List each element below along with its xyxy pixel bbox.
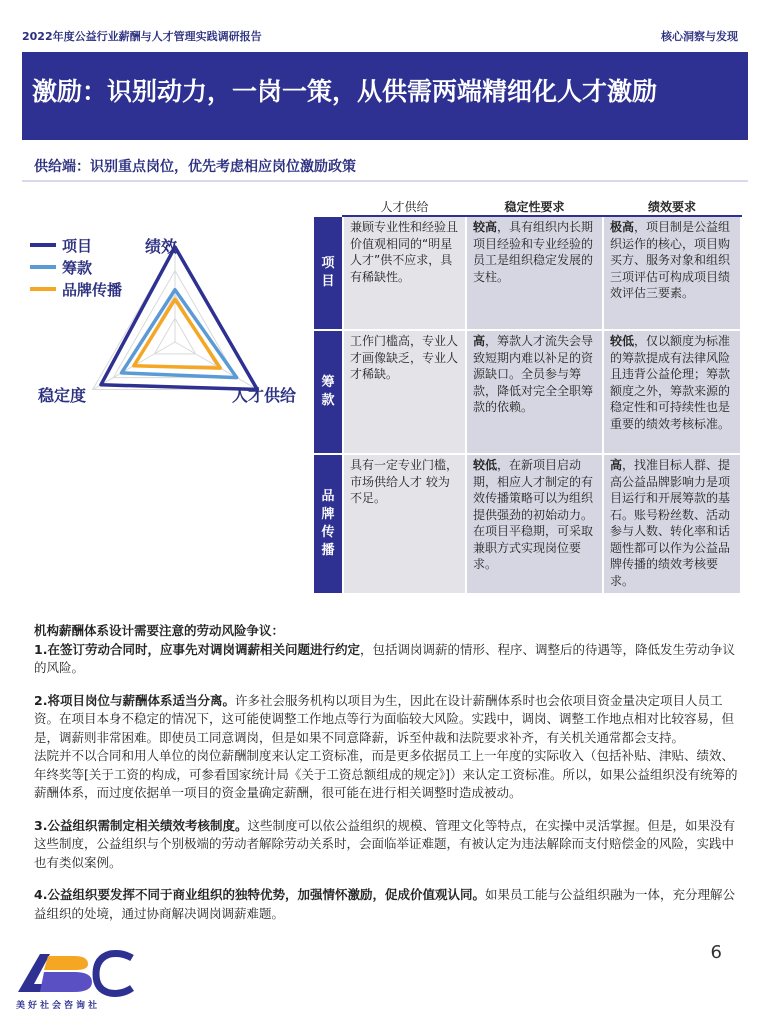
- subtitle-divider: [22, 180, 748, 182]
- cell-performance: 极高，项目制是公益组织运作的核心，项目购买方、服务对象和组织三项评估可构成项目绩效评估三要素。: [603, 216, 741, 330]
- cell-supply: 工作门槛高，专业人才画像缺乏，专业人才稀缺。: [343, 330, 466, 454]
- cell-supply: 具有一定专业门槛，市场供给人才 较为不足。: [343, 454, 466, 594]
- radar-axis-performance: 绩效: [145, 237, 178, 256]
- body-item-2: 2.将项目岗位与薪酬体系适当分离。许多社会服务机构以项目为生，因此在设计薪酬体系时也会依项目资金量决定项目人员工资。在项目本身不稳定的情况下，这可能使调整工作地点等行为面临较大风险。实践中，调岗、调整工作地点相对比较容易，但是，调薪则非常困难。即使员工同意调岗，但是如果不同意降薪，诉至仲裁和法院要求补齐，有关机关通常都会支持。 法院并不以合同和用人单位的岗位薪酬制度来认定工资标准，而是更多依据员工上一年度的实际收入（包括补贴、津贴、绩效、年终奖等[关于工资的构成，可参看国家统计局《关于工资总额组成的规定》]）来认定工资标准。所以，如果公益组织没有统筹的薪酬体系，而过度依据单一项目的资金量确定薪酬，很可能在进行相关调整时造成被动。: [34, 692, 738, 800]
- radar-axis-supply: 人才供给: [232, 386, 297, 405]
- banner-title: 激励：识别动力，一岗一策，从供需两端精细化人才激励: [32, 77, 658, 106]
- body-item-3: 3.公益组织需制定相关绩效考核制度。这些制度可以依公益组织的规模、管理文化等特点，在实操中灵活掌握。但是，如果没有这些制度，公益组织与个别极端的劳动者解除劳动关系时，会面临举证难题，有被认定为违法解除而支付赔偿金的风险，实践中也有类似案例。: [34, 817, 735, 870]
- col-header-stability: 稳定性要求: [466, 197, 603, 217]
- legend-label: 品牌传播: [62, 280, 123, 299]
- legend-swatch: [30, 265, 56, 269]
- radar-axis-stability: 稳定度: [38, 386, 87, 405]
- table-corner: [313, 197, 343, 217]
- table-row: [313, 454, 741, 594]
- legend-item-project: [30, 234, 122, 256]
- row-label: 筹款: [313, 330, 343, 454]
- table-row: [313, 330, 741, 454]
- legend-swatch: [30, 287, 56, 291]
- legend-swatch: [30, 243, 56, 247]
- cell-supply: 兼顾专业性和经验且价值观相同的“明星人才”供不应求，具有稀缺性。: [343, 216, 466, 330]
- cell-performance: 较低，仅以额度为标准的筹款提成有法律风险且违背公益伦理；筹款额度之外，筹款来源的稳定性和可持续性也是重要的绩效考核标准。: [603, 330, 741, 454]
- table-row: [313, 216, 741, 330]
- row-label: 项目: [313, 216, 343, 330]
- radar-legend: [30, 234, 122, 300]
- legend-item-brand: [30, 278, 122, 300]
- section-subtitle: 供给端：识别重点岗位，优先考虑相应岗位激励政策: [34, 159, 356, 175]
- cell-stability: 较低，在新项目启动期，相应人才制定的有效传播策略可以为组织提供强劲的初始动力。在项目平稳期，可采取兼职方式实现岗位要求。: [466, 454, 603, 594]
- body-intro: 机构薪酬体系设计需要注意的劳动风险争议：: [34, 623, 285, 638]
- row-label: 品牌传播: [313, 454, 343, 594]
- title-banner: [22, 52, 748, 140]
- logo-caption: 美好社会咨询社: [16, 1001, 101, 1011]
- cell-performance: 高，找准目标人群、提高公益品牌影响力是项目运行和开展筹款的基石。账号粉丝数、活动参与人数、转化率和话题性都可以作为公益品牌传播的绩效考核要求。: [603, 454, 741, 594]
- body-text: [34, 622, 746, 937]
- cell-stability: 高，筹款人才流失会导致短期内难以补足的资源缺口。全员参与筹款，降低对完全全职筹款的依赖。: [466, 330, 603, 454]
- legend-label: 筹款: [62, 258, 93, 277]
- body-item-4: 4.公益组织要发挥不同于商业组织的独特优势，加强情怀激励，促成价值观认同。如果员工能与公益组织融为一体，充分理解公益组织的处境，通过协商解决调岗调薪难题。: [34, 887, 735, 921]
- report-title: 2022年度公益行业薪酬与人才管理实践调研报告: [22, 30, 262, 43]
- legend-item-fundraising: [30, 256, 122, 278]
- talent-table: [312, 196, 742, 595]
- legend-label: 项目: [62, 236, 93, 255]
- page-number: 6: [710, 942, 722, 963]
- section-label: 核心洞察与发现: [661, 30, 738, 43]
- cell-stability: 较高，具有组织内长期项目经验和专业经验的员工是组织稳定发展的支柱。: [466, 216, 603, 330]
- body-item-1: 1.在签订劳动合同时，应事先对调岗调薪相关问题进行约定，包括调岗调薪的情形、程序、调整后的待遇等，降低发生劳动争议的风险。: [34, 641, 735, 675]
- col-header-performance: 绩效要求: [603, 197, 741, 217]
- col-header-supply: 人才供给: [343, 197, 466, 217]
